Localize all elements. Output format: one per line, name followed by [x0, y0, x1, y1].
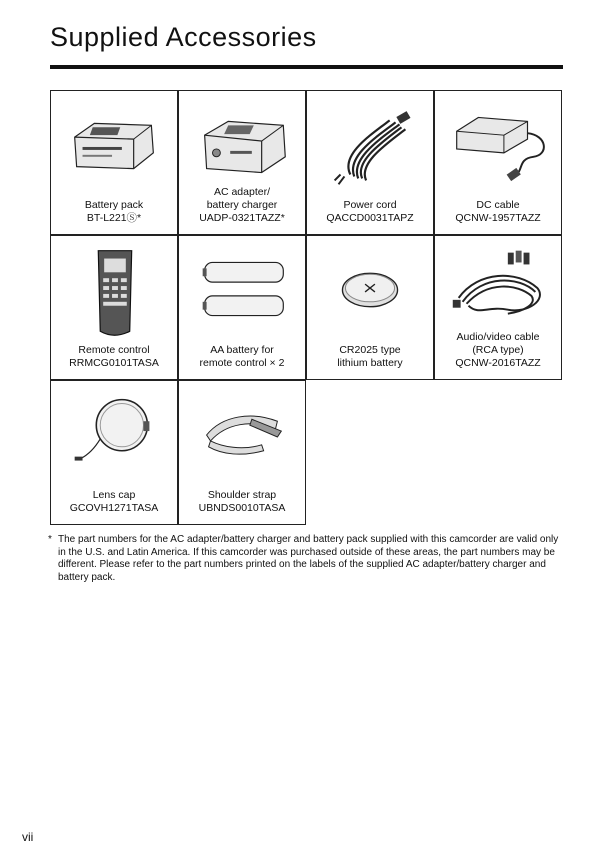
accessory-cell: [306, 235, 434, 380]
accessory-caption: AC adapter/ battery charger UADP-0321TAZZ*: [199, 186, 285, 224]
accessory-caption: Remote control RRMCG0101TASA: [69, 344, 159, 369]
accessory-cell: [178, 380, 306, 525]
accessory-cell: [178, 90, 306, 235]
accessory-cell: [50, 90, 178, 235]
remote-control-icon: [55, 240, 173, 340]
accessory-cell: [306, 90, 434, 235]
battery-pack-icon: [55, 95, 173, 195]
accessory-cell: [178, 235, 306, 380]
ac-adapter-icon: [183, 95, 301, 195]
accessory-caption: DC cable QCNW-1957TAZZ: [455, 199, 541, 224]
accessory-cell: [434, 235, 562, 380]
accessory-caption: Shoulder strap UBNDS0010TASA: [198, 489, 286, 514]
title-rule: [50, 65, 563, 69]
page-number: vii: [22, 830, 34, 844]
lithium-battery-icon: [311, 240, 429, 340]
shoulder-strap-icon: [183, 385, 301, 485]
av-cable-icon: [439, 240, 557, 340]
dc-cable-icon: [439, 95, 557, 195]
accessory-cell: [50, 235, 178, 380]
footnote-text: The part numbers for the AC adapter/battery charger and battery pack supplied with this camcorder are valid only in the U.S. and Latin America. If this camcorder was purchased outside of these areas, the part numbers may be different. Please refer to the part numbers printed on the labels of the supplied AC adapter/battery charger and battery pack.: [58, 534, 559, 583]
accessory-caption: Power cord QACCD0031TAPZ: [326, 199, 414, 224]
aa-battery-icon: [183, 240, 301, 340]
accessory-cell: [50, 380, 178, 525]
lens-cap-icon: [55, 385, 173, 485]
accessories-grid: [50, 90, 563, 525]
accessory-caption: Lens cap GCOVH1271TASA: [69, 489, 159, 514]
accessory-caption: CR2025 type lithium battery: [337, 344, 403, 369]
footnote-marker: *: [48, 534, 52, 545]
accessory-cell: [434, 90, 562, 235]
accessory-caption: Battery pack BT-L221Ⓢ*: [84, 199, 144, 224]
accessory-caption: AA battery for remote control × 2: [199, 344, 285, 369]
accessory-caption: Audio/video cable (RCA type) QCNW-2016TAZZ: [455, 331, 541, 369]
power-cord-icon: [311, 95, 429, 195]
footnote: [48, 534, 563, 584]
page-title: Supplied Accessories: [50, 22, 317, 52]
